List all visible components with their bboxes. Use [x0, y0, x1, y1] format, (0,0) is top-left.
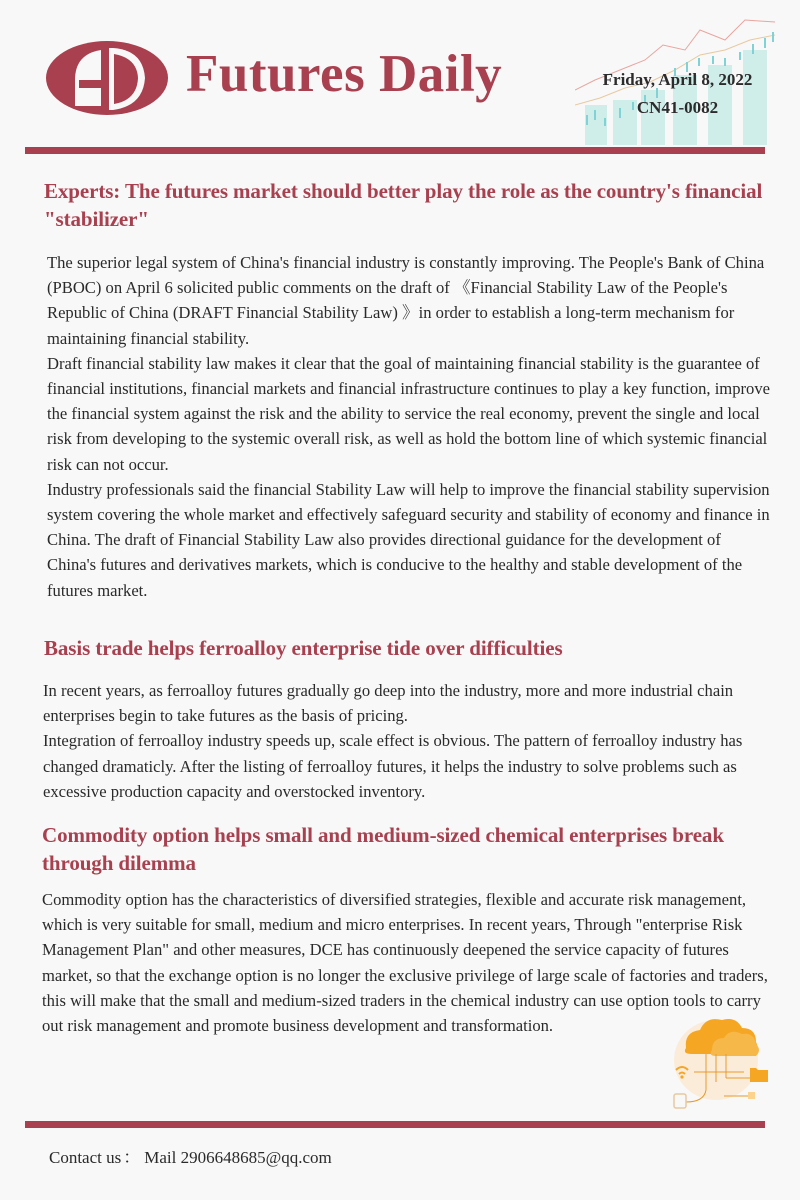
article-paragraph: In recent years, as ferroalloy futures gradually go deep into the industry, more and more industrial chain enterprises begin to take futures as the basis of pricing. — [43, 681, 734, 726]
masthead — [0, 0, 800, 160]
masthead-title: Futures Daily — [186, 45, 503, 103]
footer-contact — [49, 1143, 332, 1168]
issue-date: Friday, April 8, 2022 — [602, 70, 753, 89]
article-paragraph: Integration of ferroalloy industry speeds up, scale effect is obvious. The pattern of ferroalloy industry has changed dramaticly. After the listing of ferroalloy futures, it helps the industry to solve problems such as excessive production capacity and overstocked inventory. — [43, 731, 743, 801]
article-body — [47, 250, 772, 603]
issue-info — [575, 66, 780, 122]
ad-oval-logo-icon — [45, 40, 169, 116]
article-paragraph: Industry professionals said the financial Stability Law will help to improve the financial stability supervision system covering the whole market and effectively safeguard security and stability of economy and finance in China. The draft of Financial Stability Law also provides directional guidance for the development of China's futures and derivatives markets, which is conducive to the healthy and stable development of the futures market. — [47, 479, 770, 600]
issue-code: CN41-0082 — [636, 98, 719, 117]
contact-email[interactable]: Mail 2906648685@qq.com — [144, 1148, 332, 1167]
article-headline: Commodity option helps small and medium-sized chemical enterprises break through dilemma — [42, 823, 724, 875]
article-paragraph: The superior legal system of China's financial industry is constantly improving. The People's Bank of China (PBOC) on April 6 solicited public comments on the draft of 《Financial Stability Law of the People's Republic of China (DRAFT Financial Stability Law) 》in order to establish a long-term mechanism for maintaining financial stability. — [47, 253, 765, 348]
contact-label: Contact us — [49, 1148, 122, 1167]
article-headline: Basis trade helps ferroalloy enterprise tide over difficulties — [44, 636, 563, 660]
article-paragraph: Commodity option has the characteristics of diversified strategies, flexible and accurate risk management, which is very suitable for small, medium and micro enterprises. In recent years, Through "enterprise Risk Management Plan" and other measures, DCE has continuously deepened the service capacity of futures market, so that the exchange option is no longer the exclusive privilege of large scale of factories and traders, this will make that the small and medium-sized traders in the chemical industry can use option tools to carry out risk management and promote business development and transformation. — [42, 890, 768, 1036]
cloud-network-illustration-icon — [664, 1010, 774, 1110]
article-headline: Experts: The futures market should better play the role as the country's financial "stabilizer" — [44, 179, 763, 231]
article-body — [43, 678, 773, 804]
contact-separator: ： — [123, 1148, 141, 1167]
article-body — [42, 887, 772, 1038]
footer-divider — [25, 1121, 765, 1128]
header-divider — [25, 147, 765, 154]
article-paragraph: Draft financial stability law makes it clear that the goal of maintaining financial stability is the guarantee of financial institutions, financial markets and financial infrastructure continues to play a key function, improve the financial system against the risk and the ability to service the real economy, prevent the single and local risk from developing to the systemic overall risk, as well as hold the bottom line of which systemic financial risk can not occur. — [47, 353, 770, 474]
